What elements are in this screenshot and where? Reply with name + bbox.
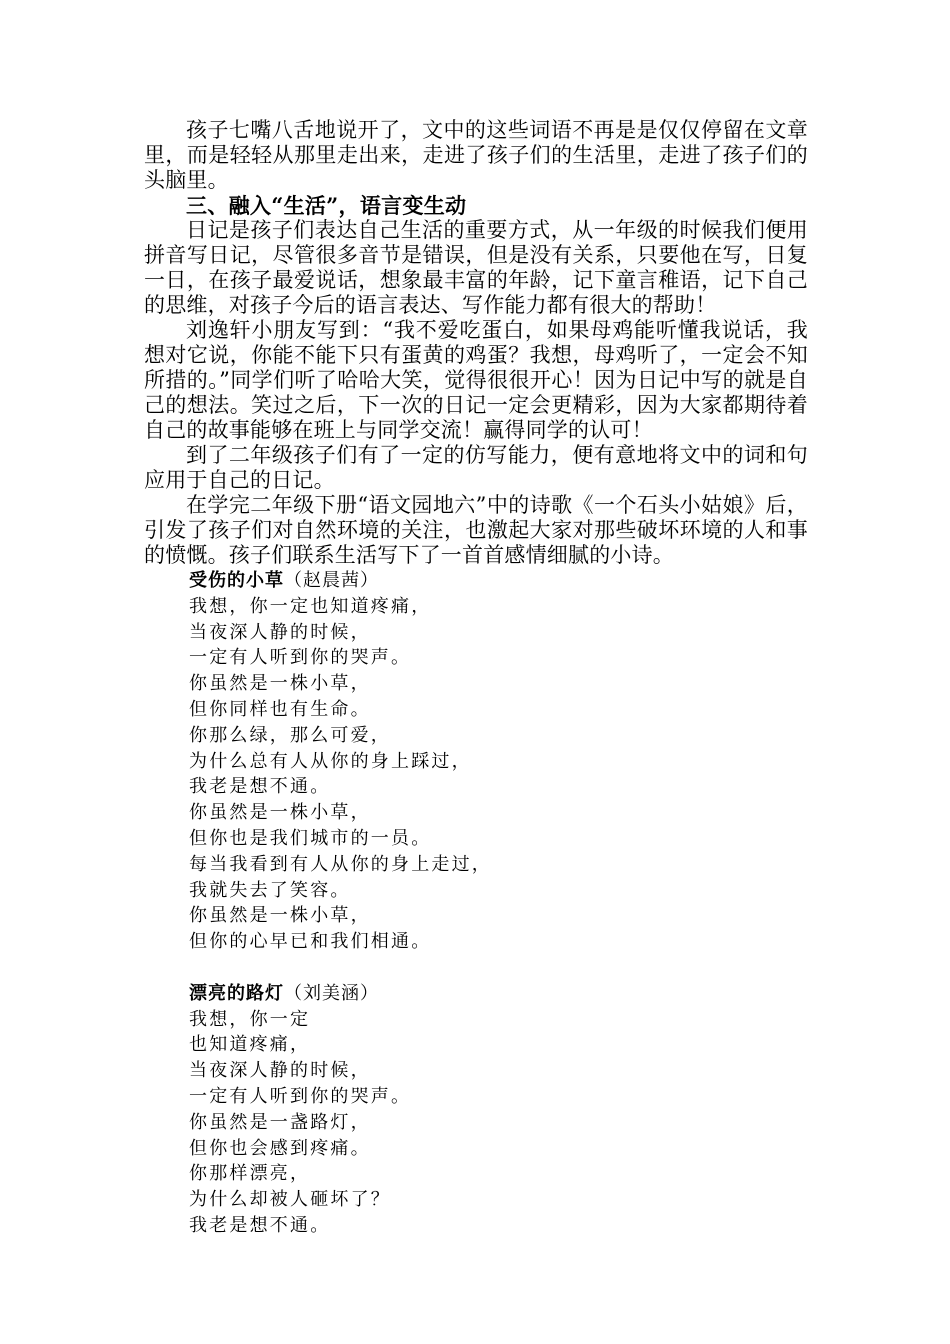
poem-line: 你那么绿，那么可爱， (189, 724, 391, 746)
poem-title: 漂亮的路灯 (189, 982, 284, 1004)
poem-line: 我老是想不通。 (189, 1214, 331, 1236)
poem-author: （刘美涵） (284, 982, 379, 1004)
poem-line: 一定有人听到你的哭声。 (189, 647, 412, 669)
poem-injured-grass (144, 568, 808, 955)
poem-line: 你虽然是一株小草， (189, 802, 371, 824)
poem-line: 为什么总有人从你的身上踩过， (189, 750, 472, 772)
poem-title-row (189, 568, 808, 594)
poem-line: 你虽然是一株小草， (189, 905, 371, 927)
paragraph-example: 刘逸轩小朋友写到：“我不爱吃蛋白，如果母鸡能听懂我说话，我想对它说，你能不能下只有蛋黄的鸡蛋？我想，母鸡听了，一定会不知所措的。”同学们听了哈哈大笑，觉得很很开心！因为日记中写的就是自己的想法。笑过之后，下一次的日记一定会更精彩，因为大家都期待着自己的故事能够在班上与同学交流！赢得同学的认可！ (144, 318, 808, 442)
poem-line: 但你也是我们城市的一员。 (189, 827, 432, 849)
poem-line: 当夜深人静的时候， (189, 1060, 371, 1082)
document-body (144, 118, 808, 1239)
poem-line: 你那样漂亮， (189, 1163, 311, 1185)
poem-line: 我想，你一定 (189, 1008, 311, 1030)
poem-line: 我老是想不通。 (189, 776, 331, 798)
poem-author: （赵晨茜） (284, 570, 379, 591)
paragraph-poems-intro: 在学完二年级下册“语文园地六”中的诗歌《一个石头小姑娘》后，引发了孩子们对自然环境的关注，也激起大家对那些破坏环境的人和事的愤慨。孩子们联系生活写下了一首首感情细腻的小诗。 (144, 493, 808, 567)
blank-line (144, 955, 808, 981)
section-heading: 三、融入“生活”，语言变生动 (186, 193, 467, 218)
poem-title: 受伤的小草 (189, 570, 284, 591)
paragraph-intro: 孩子七嘴八舌地说开了，文中的这些词语不再是是仅仅停留在文章里，而是轻轻从那里走出来，走进了孩子们的生活里，走进了孩子们的头脑里。 (144, 118, 808, 192)
poem-line: 我就失去了笑容。 (189, 879, 351, 901)
poem-title-row (189, 981, 808, 1007)
poem-line: 但你的心早已和我们相通。 (189, 931, 432, 953)
poem-line: 但你也会感到疼痛。 (189, 1137, 371, 1159)
poem-line: 一定有人听到你的哭声。 (189, 1085, 412, 1107)
poem-pretty-streetlight (144, 981, 808, 1239)
poem-line: 也知道疼痛， (189, 1034, 311, 1056)
poem-line: 你虽然是一株小草， (189, 673, 371, 695)
poem-line: 每当我看到有人从你的身上走过， (189, 853, 492, 875)
poem-line: 为什么却被人砸坏了？ (189, 1189, 391, 1211)
poem-line: 我想，你一定也知道疼痛， (189, 595, 432, 617)
poem-line: 但你同样也有生命。 (189, 698, 371, 720)
poem-line: 当夜深人静的时候， (189, 621, 371, 643)
poem-line: 你虽然是一盏路灯， (189, 1111, 371, 1133)
paragraph-grade-two: 到了二年级孩子们有了一定的仿写能力，便有意地将文中的词和句应用于自己的日记。 (144, 443, 808, 492)
paragraph-diary: 日记是孩子们表达自己生活的重要方式，从一年级的时候我们便用拼音写日记，尽管很多音节是错误，但是没有关系，只要他在写，日复一日，在孩子最爱说话，想象最丰富的年龄，记下童言稚语，记下自己的思维，对孩子今后的语言表达、写作能力都有很大的帮助！ (144, 218, 808, 317)
